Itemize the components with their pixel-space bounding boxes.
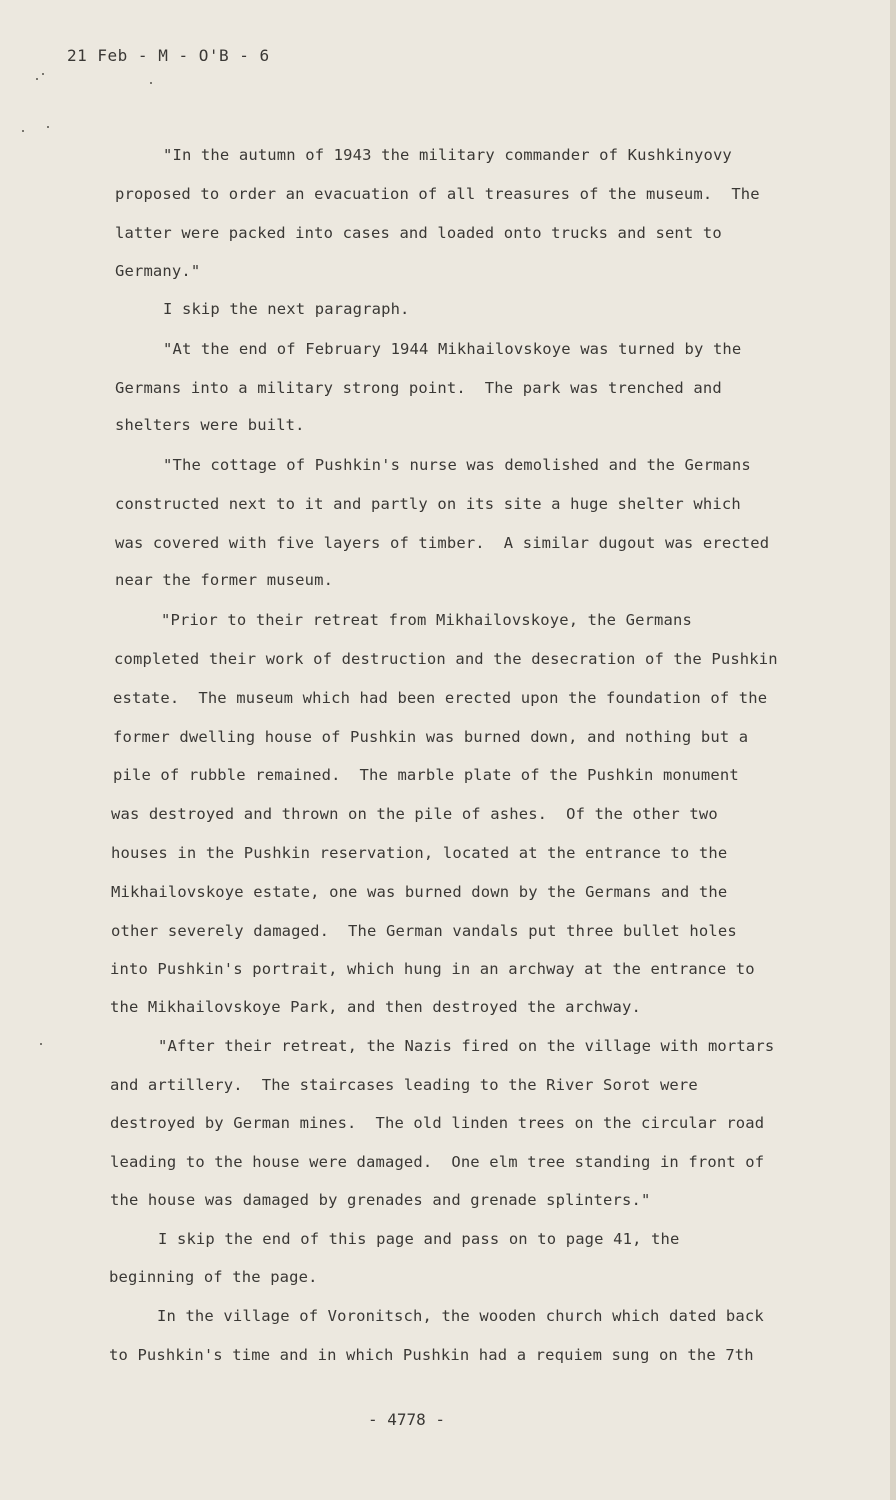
text-line: destroyed by German mines. The old linden trees on the circular road xyxy=(110,1114,765,1132)
text-line: the house was damaged by grenades and grenade splinters." xyxy=(110,1191,651,1209)
text-line: estate. The museum which had been erected upon the foundation of the xyxy=(113,689,768,707)
text-line: leading to the house were damaged. One elm tree standing in front of xyxy=(110,1153,765,1171)
text-line: was covered with five layers of timber. A similar dugout was erected xyxy=(115,534,770,552)
page-number: - 4778 - xyxy=(368,1410,446,1429)
text-line: into Pushkin's portrait, which hung in an archway at the entrance to xyxy=(110,960,755,978)
text-line: "The cottage of Pushkin's nurse was demolished and the Germans xyxy=(163,456,751,474)
paper-speck xyxy=(22,130,24,132)
text-line: near the former museum. xyxy=(115,571,334,589)
text-line: pile of rubble remained. The marble plate of the Pushkin monument xyxy=(113,766,739,784)
text-line: constructed next to it and partly on its site a huge shelter which xyxy=(115,495,741,513)
text-line: latter were packed into cases and loaded onto trucks and sent to xyxy=(115,224,722,242)
text-line: In the village of Voronitsch, the wooden church which dated back xyxy=(157,1307,764,1325)
text-line: shelters were built. xyxy=(115,416,305,434)
page-header: 21 Feb - M - O'B - 6 xyxy=(67,46,270,65)
text-line: Germany." xyxy=(115,262,201,280)
text-line: beginning of the page. xyxy=(109,1268,318,1286)
text-line: other severely damaged. The German vandals put three bullet holes xyxy=(111,922,737,940)
text-line: I skip the next paragraph. xyxy=(163,300,410,318)
paper-speck xyxy=(42,73,44,75)
text-line: former dwelling house of Pushkin was burned down, and nothing but a xyxy=(113,728,749,746)
paper-speck xyxy=(47,126,49,128)
text-line: completed their work of destruction and the desecration of the Pushkin xyxy=(114,650,778,668)
text-line: the Mikhailovskoye Park, and then destroyed the archway. xyxy=(110,998,641,1016)
text-line: Germans into a military strong point. The park was trenched and xyxy=(115,379,722,397)
text-line: Mikhailovskoye estate, one was burned down by the Germans and the xyxy=(111,883,728,901)
text-line: was destroyed and thrown on the pile of ashes. Of the other two xyxy=(111,805,718,823)
text-line: "At the end of February 1944 Mikhailovskoye was turned by the xyxy=(163,340,742,358)
text-line: I skip the end of this page and pass on to page 41, the xyxy=(158,1230,680,1248)
text-line: "After their retreat, the Nazis fired on the village with mortars xyxy=(158,1037,775,1055)
text-line: "Prior to their retreat from Mikhailovskoye, the Germans xyxy=(161,611,692,629)
text-line: "In the autumn of 1943 the military commander of Kushkinyovy xyxy=(163,146,732,164)
text-line: proposed to order an evacuation of all treasures of the museum. The xyxy=(115,185,760,203)
text-line: houses in the Pushkin reservation, located at the entrance to the xyxy=(111,844,728,862)
text-line: to Pushkin's time and in which Pushkin had a requiem sung on the 7th xyxy=(109,1346,754,1364)
text-line: and artillery. The staircases leading to the River Sorot were xyxy=(110,1076,698,1094)
paper-speck xyxy=(36,78,38,80)
paper-speck xyxy=(40,1043,42,1045)
page-edge xyxy=(890,0,896,1500)
paper-speck xyxy=(150,82,152,84)
